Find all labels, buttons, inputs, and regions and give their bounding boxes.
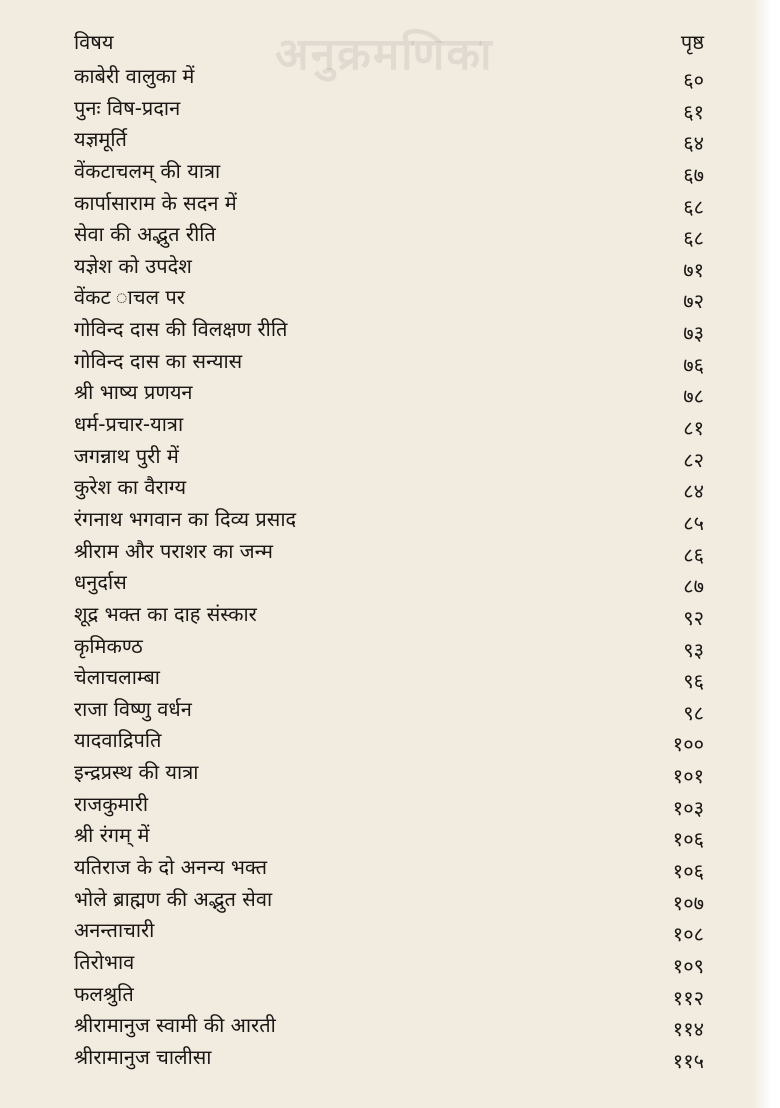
toc-entry-page-number: ९३ [683, 637, 704, 662]
toc-entry [0, 790, 780, 822]
toc-entry [0, 94, 780, 126]
toc-entry-title: पुनः विष-प्रदान [74, 95, 181, 120]
toc-entry [0, 347, 780, 379]
toc-entry-page-number: ६१ [683, 99, 704, 124]
toc-entry [0, 600, 780, 632]
page-edge [752, 0, 780, 1108]
toc-entry-title: कृमिकण्ठ [74, 633, 143, 658]
toc-entry-page-number: १०६ [672, 827, 704, 852]
toc-entry-title: यज्ञमूर्ति [74, 127, 127, 152]
toc-entry-title: इन्द्रप्रस्थ की यात्रा [74, 760, 199, 785]
toc-entry [0, 189, 780, 221]
bleed-through-heading: अनुक्रमणिका [275, 29, 494, 80]
toc-entry [0, 125, 780, 157]
toc-entry-page-number: १०३ [672, 795, 704, 820]
toc-entry [0, 568, 780, 600]
toc-entry-title: जगन्नाथ पुरी में [74, 443, 179, 468]
toc-entry [0, 821, 780, 853]
toc-entry-title: तिरोभाव [74, 949, 135, 974]
toc-entry [0, 980, 780, 1012]
toc-entry-title: भोले ब्राह्मण की अद्भुत सेवा [74, 886, 273, 911]
toc-entry [0, 695, 780, 727]
toc-entry [0, 632, 780, 664]
toc-header [74, 28, 704, 62]
toc-entry-title: सेवा की अद्भुत रीति [74, 222, 216, 247]
toc-entry-title: वेंकट ाचल पर [74, 285, 185, 310]
toc-entry-page-number: ८१ [683, 416, 704, 441]
toc-entry-title: श्रीरामानुज स्वामी की आरती [74, 1013, 276, 1038]
toc-entry-title: यादवाद्रिपति [74, 728, 162, 753]
toc-entry-title: वेंकटाचलम् की यात्रा [74, 158, 221, 183]
toc-entry [0, 410, 780, 442]
toc-entry [0, 157, 780, 189]
toc-entry-title: अनन्ताचारी [74, 918, 155, 943]
toc-entry-title: यतिराज के दो अनन्य भक्त [74, 855, 268, 880]
toc-entry-title: फलश्रुति [74, 981, 134, 1006]
toc-entry-title: राजकुमारी [74, 791, 149, 816]
toc-entry-page-number: ११५ [672, 1048, 704, 1073]
toc-entry-title: कार्पासाराम के सदन में [74, 190, 237, 215]
toc-entry [0, 378, 780, 410]
toc-entry [0, 1043, 780, 1075]
toc-entry [0, 853, 780, 885]
toc-entry [0, 948, 780, 980]
toc-entry-page-number: ६० [683, 68, 704, 92]
toc-entry-page-number: ७३ [683, 321, 704, 346]
toc-entry-title: धनुर्दास [74, 570, 127, 595]
toc-entry [0, 473, 780, 505]
toc-entry-title: चेलाचलाम्बा [74, 665, 160, 690]
toc-entry-page-number: १०८ [672, 922, 704, 947]
toc-entry-page-number: ७२ [683, 289, 704, 314]
toc-entry-page-number: ६४ [683, 131, 704, 156]
toc-entry-title: काबेरी वालुका में [74, 64, 195, 88]
toc-entry-title: राजा विष्णु वर्धन [74, 696, 192, 721]
toc-entry [0, 505, 780, 537]
toc-entry-page-number: ११४ [672, 1017, 704, 1042]
toc-entry-title: गोविन्द दास की विलक्षण रीति [74, 317, 288, 342]
toc-entry [0, 1011, 780, 1043]
toc-entry-page-number: १०९ [672, 953, 704, 978]
toc-entry [0, 885, 780, 917]
toc-entry [0, 442, 780, 474]
toc-entry-page-number: ९६ [683, 669, 704, 694]
toc-entry-page-number: ६८ [683, 226, 704, 251]
toc-entry [0, 62, 780, 94]
toc-entry-title: शूद्र भक्त का दाह संस्कार [74, 601, 257, 626]
toc-entry [0, 315, 780, 347]
toc-entry-page-number: ११२ [672, 985, 704, 1010]
toc-entry-title: श्री भाष्य प्रणयन [74, 380, 193, 405]
toc-entry-page-number: ७८ [683, 384, 704, 409]
toc-entry-title: धर्म-प्रचार-यात्रा [74, 412, 184, 437]
toc-entry-page-number: ६८ [683, 194, 704, 219]
toc-entry-title: श्रीरामानुज चालीसा [74, 1044, 212, 1069]
toc-entry-page-number: ७१ [683, 257, 704, 282]
toc-entry-page-number: ९८ [683, 700, 704, 725]
toc-entry [0, 758, 780, 790]
toc-entry-page-number: ६७ [683, 162, 704, 187]
toc-entry-title: गोविन्द दास का सन्यास [74, 348, 243, 373]
toc-entry [0, 537, 780, 569]
page-column-label: पृष्ठ [680, 30, 704, 54]
toc-entry-title: श्री रंगम् में [74, 823, 150, 848]
toc-entry-page-number: ८७ [683, 574, 704, 599]
toc-entry-title: यज्ञेश को उपदेश [74, 253, 192, 278]
toc-entry-page-number: ९२ [683, 605, 704, 630]
toc-entry-page-number: ८६ [683, 542, 704, 567]
toc-entry [0, 916, 780, 948]
toc-entry-title: श्रीराम और पराशर का जन्म [74, 538, 273, 563]
toc-entry-page-number: १०७ [672, 890, 704, 915]
toc-entry [0, 220, 780, 252]
toc-entry-title: कुरेश का वैराग्य [74, 475, 187, 500]
toc-entry [0, 252, 780, 284]
table-of-contents [0, 62, 780, 1075]
toc-entry-page-number: ७६ [683, 352, 704, 377]
toc-entry [0, 283, 780, 315]
toc-entry-page-number: १०६ [672, 859, 704, 884]
toc-entry [0, 726, 780, 758]
toc-entry-page-number: १०१ [672, 764, 704, 789]
toc-entry-page-number: ८४ [683, 479, 704, 504]
toc-entry [0, 663, 780, 695]
subject-column-label: विषय [74, 30, 114, 54]
toc-entry-page-number: ८२ [683, 447, 704, 472]
toc-entry-page-number: १०० [672, 732, 704, 757]
toc-entry-title: रंगनाथ भगवान का दिव्य प्रसाद [74, 506, 297, 531]
toc-entry-page-number: ८५ [683, 510, 704, 535]
